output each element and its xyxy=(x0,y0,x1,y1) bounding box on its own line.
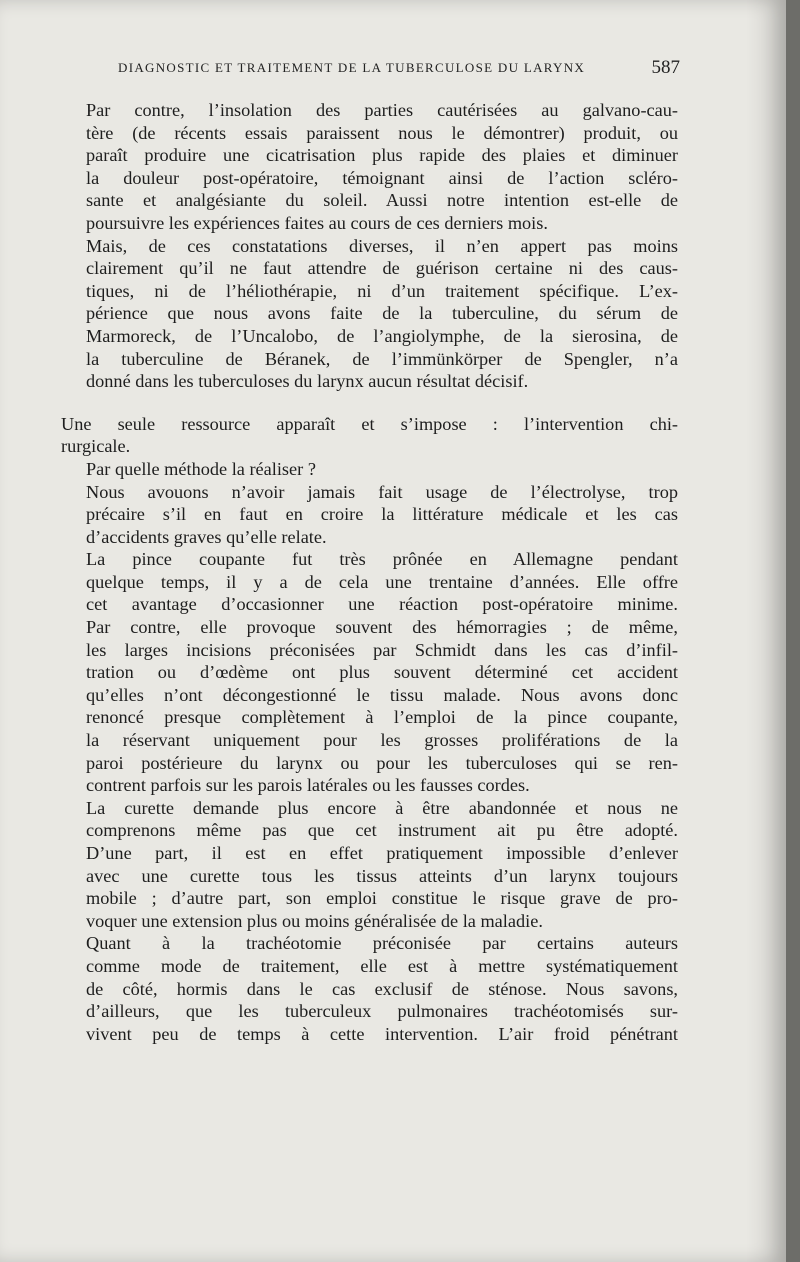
text-line: renoncé presque complètement à l’emploi de la pince coupante, xyxy=(86,707,678,728)
text-line: de côté, hormis dans le cas exclusif de sténose. Nous savons, xyxy=(86,978,678,999)
paragraph xyxy=(61,413,678,458)
text-line: tiques, ni de l’héliothérapie, ni d’un traitement spécifique. L’ex- xyxy=(86,280,678,301)
text-line: avec une curette tous les tissus atteints d’un larynx toujours xyxy=(86,865,678,886)
text-line: D’une part, il est en effet pratiquement impossible d’enlever xyxy=(86,843,678,863)
text-line: comme mode de traitement, elle est à mettre systématiquement xyxy=(86,955,678,976)
text-line: d’ailleurs, que les tuberculeux pulmonaires trachéotomisés sur- xyxy=(86,1001,678,1022)
paragraph-gap xyxy=(61,393,678,413)
text-line: précaire s’il en faut en croire la littérature médicale et les cas xyxy=(86,504,678,525)
running-title: DIAGNOSTIC ET TRAITEMENT DE LA TUBERCULOSE DU LARYNX xyxy=(118,60,586,75)
text-line: Par contre, l’insolation des parties cautérisées au galvano-cau- xyxy=(86,100,678,120)
text-line: sante et analgésiante du soleil. Aussi notre intention est-elle de xyxy=(86,190,678,211)
body-text xyxy=(61,99,678,1045)
text-line: les larges incisions préconisées par Schmidt dans les cas d’infil- xyxy=(86,639,678,660)
text-line: d’accidents graves qu’elle relate. xyxy=(86,526,327,547)
text-line: rurgicale. xyxy=(61,436,131,457)
text-line: Marmoreck, de l’Uncalobo, de l’angiolymphe, de la sierosina, de xyxy=(86,325,678,346)
text-line: la tuberculine de Béranek, de l’immünkörper de Spengler, n’a xyxy=(86,348,678,369)
text-line: donné dans les tuberculoses du larynx aucun résultat décisif. xyxy=(86,371,529,392)
paragraph xyxy=(61,458,678,481)
text-line: périence que nous avons faite de la tuberculine, du sérum de xyxy=(86,303,678,324)
paragraph xyxy=(61,99,678,235)
page-number: 587 xyxy=(651,57,680,78)
text-line: qu’elles n’ont décongestionné le tissu malade. Nous avons donc xyxy=(86,684,678,705)
text-line: poursuivre les expériences faites au cours de ces derniers mois. xyxy=(86,212,548,233)
paragraph xyxy=(61,932,678,1045)
text-line: comprenons même pas que cet instrument ait pu être adopté. xyxy=(86,820,678,841)
text-line: Par contre, elle provoque souvent des hémorragies ; de même, xyxy=(86,617,678,638)
text-line: voquer une extension plus ou moins généralisée de la maladie. xyxy=(86,910,543,931)
text-line: La curette demande plus encore à être abandonnée et nous ne xyxy=(86,797,678,818)
text-line: quelque temps, il y a de cela une trentaine d’années. Elle offre xyxy=(86,571,678,592)
text-line: Nous avouons n’avoir jamais fait usage de l’électrolyse, trop xyxy=(86,481,678,502)
text-line: paraît produire une cicatrisation plus rapide des plaies et diminuer xyxy=(86,145,678,166)
text-line: La pince coupante fut très prônée en Allemagne pendant xyxy=(86,549,678,570)
text-line: la réservant uniquement pour les grosses proliférations de la xyxy=(86,730,678,751)
text-line: Une seule ressource apparaît et s’impose : l’intervention chi- xyxy=(61,413,678,434)
text-line: clairement qu’il ne faut attendre de guérison certaine ni des caus- xyxy=(86,258,678,279)
text-line: tère (de récents essais paraissent nous le démontrer) produit, ou xyxy=(86,122,678,143)
text-line: tration ou d’œdème ont plus souvent déterminé cet accident xyxy=(86,662,678,683)
text-line: Quant à la trachéotomie préconisée par certains auteurs xyxy=(86,933,678,954)
paragraph xyxy=(61,235,678,393)
text-line: Par quelle méthode la réaliser ? xyxy=(86,458,316,479)
paragraph xyxy=(61,797,678,933)
paragraph xyxy=(61,481,678,549)
text-line: cet avantage d’occasionner une réaction post-opératoire minime. xyxy=(86,594,678,615)
text-line: contrent parfois sur les parois latérales ou les fausses cordes. xyxy=(86,775,530,796)
text-line: la douleur post-opératoire, témoignant ainsi de l’action scléro- xyxy=(86,167,678,188)
text-line: mobile ; d’autre part, son emploi constitue le risque grave de pro- xyxy=(86,888,678,909)
running-header xyxy=(118,57,680,82)
text-line: paroi postérieure du larynx ou pour les tuberculoses qui se ren- xyxy=(86,752,678,773)
text-line: vivent peu de temps à cette intervention. L’air froid pénétrant xyxy=(86,1023,678,1044)
page-edge-shadow xyxy=(746,0,786,1262)
paragraph xyxy=(61,548,678,797)
text-line: Mais, de ces constatations diverses, il n’en appert pas moins xyxy=(86,235,678,256)
